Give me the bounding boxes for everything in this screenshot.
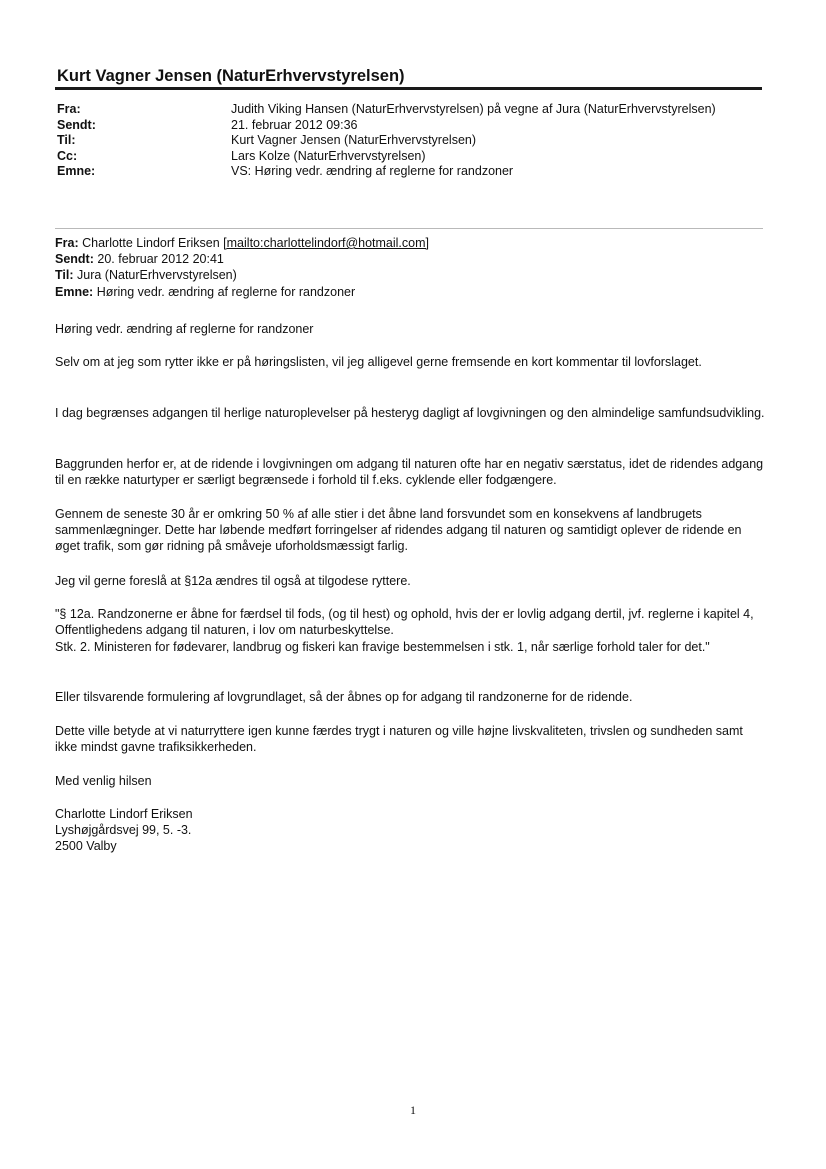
header-label: Cc: xyxy=(57,149,78,163)
body-paragraph: I dag begrænses adgangen til herlige naturoplevelser på hesteryg dagligt af lovgivningen og den almindelige samfundsudvikling. xyxy=(55,406,765,420)
header-label: Fra: xyxy=(57,102,81,116)
body-paragraph: Eller tilsvarende formulering af lovgrundlaget, så der åbnes op for adgang til randzonerne for de ridende. xyxy=(55,690,633,704)
forwarded-from xyxy=(55,236,429,250)
header-value: Judith Viking Hansen (NaturErhvervstyrelsen) på vegne af Jura (NaturErhvervstyrelsen) xyxy=(231,102,716,116)
body-paragraph: Baggrunden herfor er, at de ridende i lovgivningen om adgang til naturen ofte har en negativ særstatus, idet de ridendes adgang til en række naturtyper er særligt begrænsede i forhold til f.eks. cyklende eller fodgængere. xyxy=(55,457,764,487)
header-value: 21. februar 2012 09:36 xyxy=(231,118,358,132)
forwarded-subject xyxy=(55,285,355,299)
header-row-subject xyxy=(57,164,777,180)
body-paragraph: Jeg vil gerne foreslå at §12a ændres til også at tilgodese ryttere. xyxy=(55,574,411,588)
forwarded-from-label: Fra: xyxy=(55,236,79,250)
law-quote-stk2: Stk. 2. Ministeren for fødevarer, landbrug og fiskeri kan fravige bestemmelsen i stk. 1, når særlige forhold taler for det." xyxy=(55,640,710,654)
document-title: Kurt Vagner Jensen (NaturErhvervstyrelsen) xyxy=(57,67,405,85)
forwarded-from-value: Charlotte Lindorf Eriksen xyxy=(82,236,220,250)
title-rule xyxy=(55,87,762,90)
message-separator xyxy=(55,228,763,229)
body-paragraph: Høring vedr. ændring af reglerne for randzoner xyxy=(55,322,314,336)
law-quote: "§ 12a. Randzonerne er åbne for færdsel til fods, (og til hest) og ophold, hvis der er lovlig adgang dertil, jvf. reglerne i kapitel 4, Offentlighedens adgang til naturen, i lov om naturbeskyttelse. xyxy=(55,607,754,637)
forwarded-to xyxy=(55,268,237,282)
header-label: Emne: xyxy=(57,164,96,178)
header-row-to xyxy=(57,133,777,149)
forwarded-to-label: Til: xyxy=(55,268,74,282)
header-row-from xyxy=(57,102,777,118)
closing: Med venlig hilsen xyxy=(55,774,152,788)
header-value: Kurt Vagner Jensen (NaturErhvervstyrelsen) xyxy=(231,133,477,147)
signature-street: Lyshøjgårdsvej 99, 5. -3. xyxy=(55,823,192,837)
forwarded-to-value: Jura (NaturErhvervstyrelsen) xyxy=(77,268,237,282)
forwarded-sent-value: 20. februar 2012 20:41 xyxy=(97,252,224,266)
body-paragraph: Dette ville betyde at vi naturryttere igen kunne færdes trygt i naturen og ville højne livskvaliteten, trivslen og sundheden samt ikke mindst gavne trafiksikkerheden. xyxy=(55,724,743,754)
forwarded-sent xyxy=(55,252,224,266)
body-paragraph: Selv om at jeg som rytter ikke er på høringslisten, vil jeg alligevel gerne fremsende en kort kommentar til lovforslaget. xyxy=(55,355,702,369)
signature-city: 2500 Valby xyxy=(55,839,117,853)
body-paragraph: Gennem de seneste 30 år er omkring 50 % af alle stier i det åbne land forsvundet som en konsekvens af landbrugets sammenlægninger. Dette har løbende medført forringelser af ridendes adgang til naturen og samtidigt oplever de ridende en øget trafik, som gør ridning på småveje uforholdsmæssigt farlig. xyxy=(55,507,742,553)
header-value: VS: Høring vedr. ændring af reglerne for randzoner xyxy=(231,164,514,178)
forwarded-subject-value: Høring vedr. ændring af reglerne for randzoner xyxy=(96,285,356,299)
signature-name: Charlotte Lindorf Eriksen xyxy=(55,807,193,821)
mailto-link[interactable]: [mailto:charlottelindorf@hotmail.com] xyxy=(223,236,429,250)
forwarded-subject-label: Emne: xyxy=(55,285,94,299)
page-number: 1 xyxy=(410,1103,416,1117)
header-row-sent xyxy=(57,118,777,134)
forwarded-sent-label: Sendt: xyxy=(55,252,94,266)
header-row-cc xyxy=(57,149,777,165)
header-label: Sendt: xyxy=(57,118,96,132)
header-label: Til: xyxy=(57,133,76,147)
header-value: Lars Kolze (NaturErhvervstyrelsen) xyxy=(231,149,426,163)
